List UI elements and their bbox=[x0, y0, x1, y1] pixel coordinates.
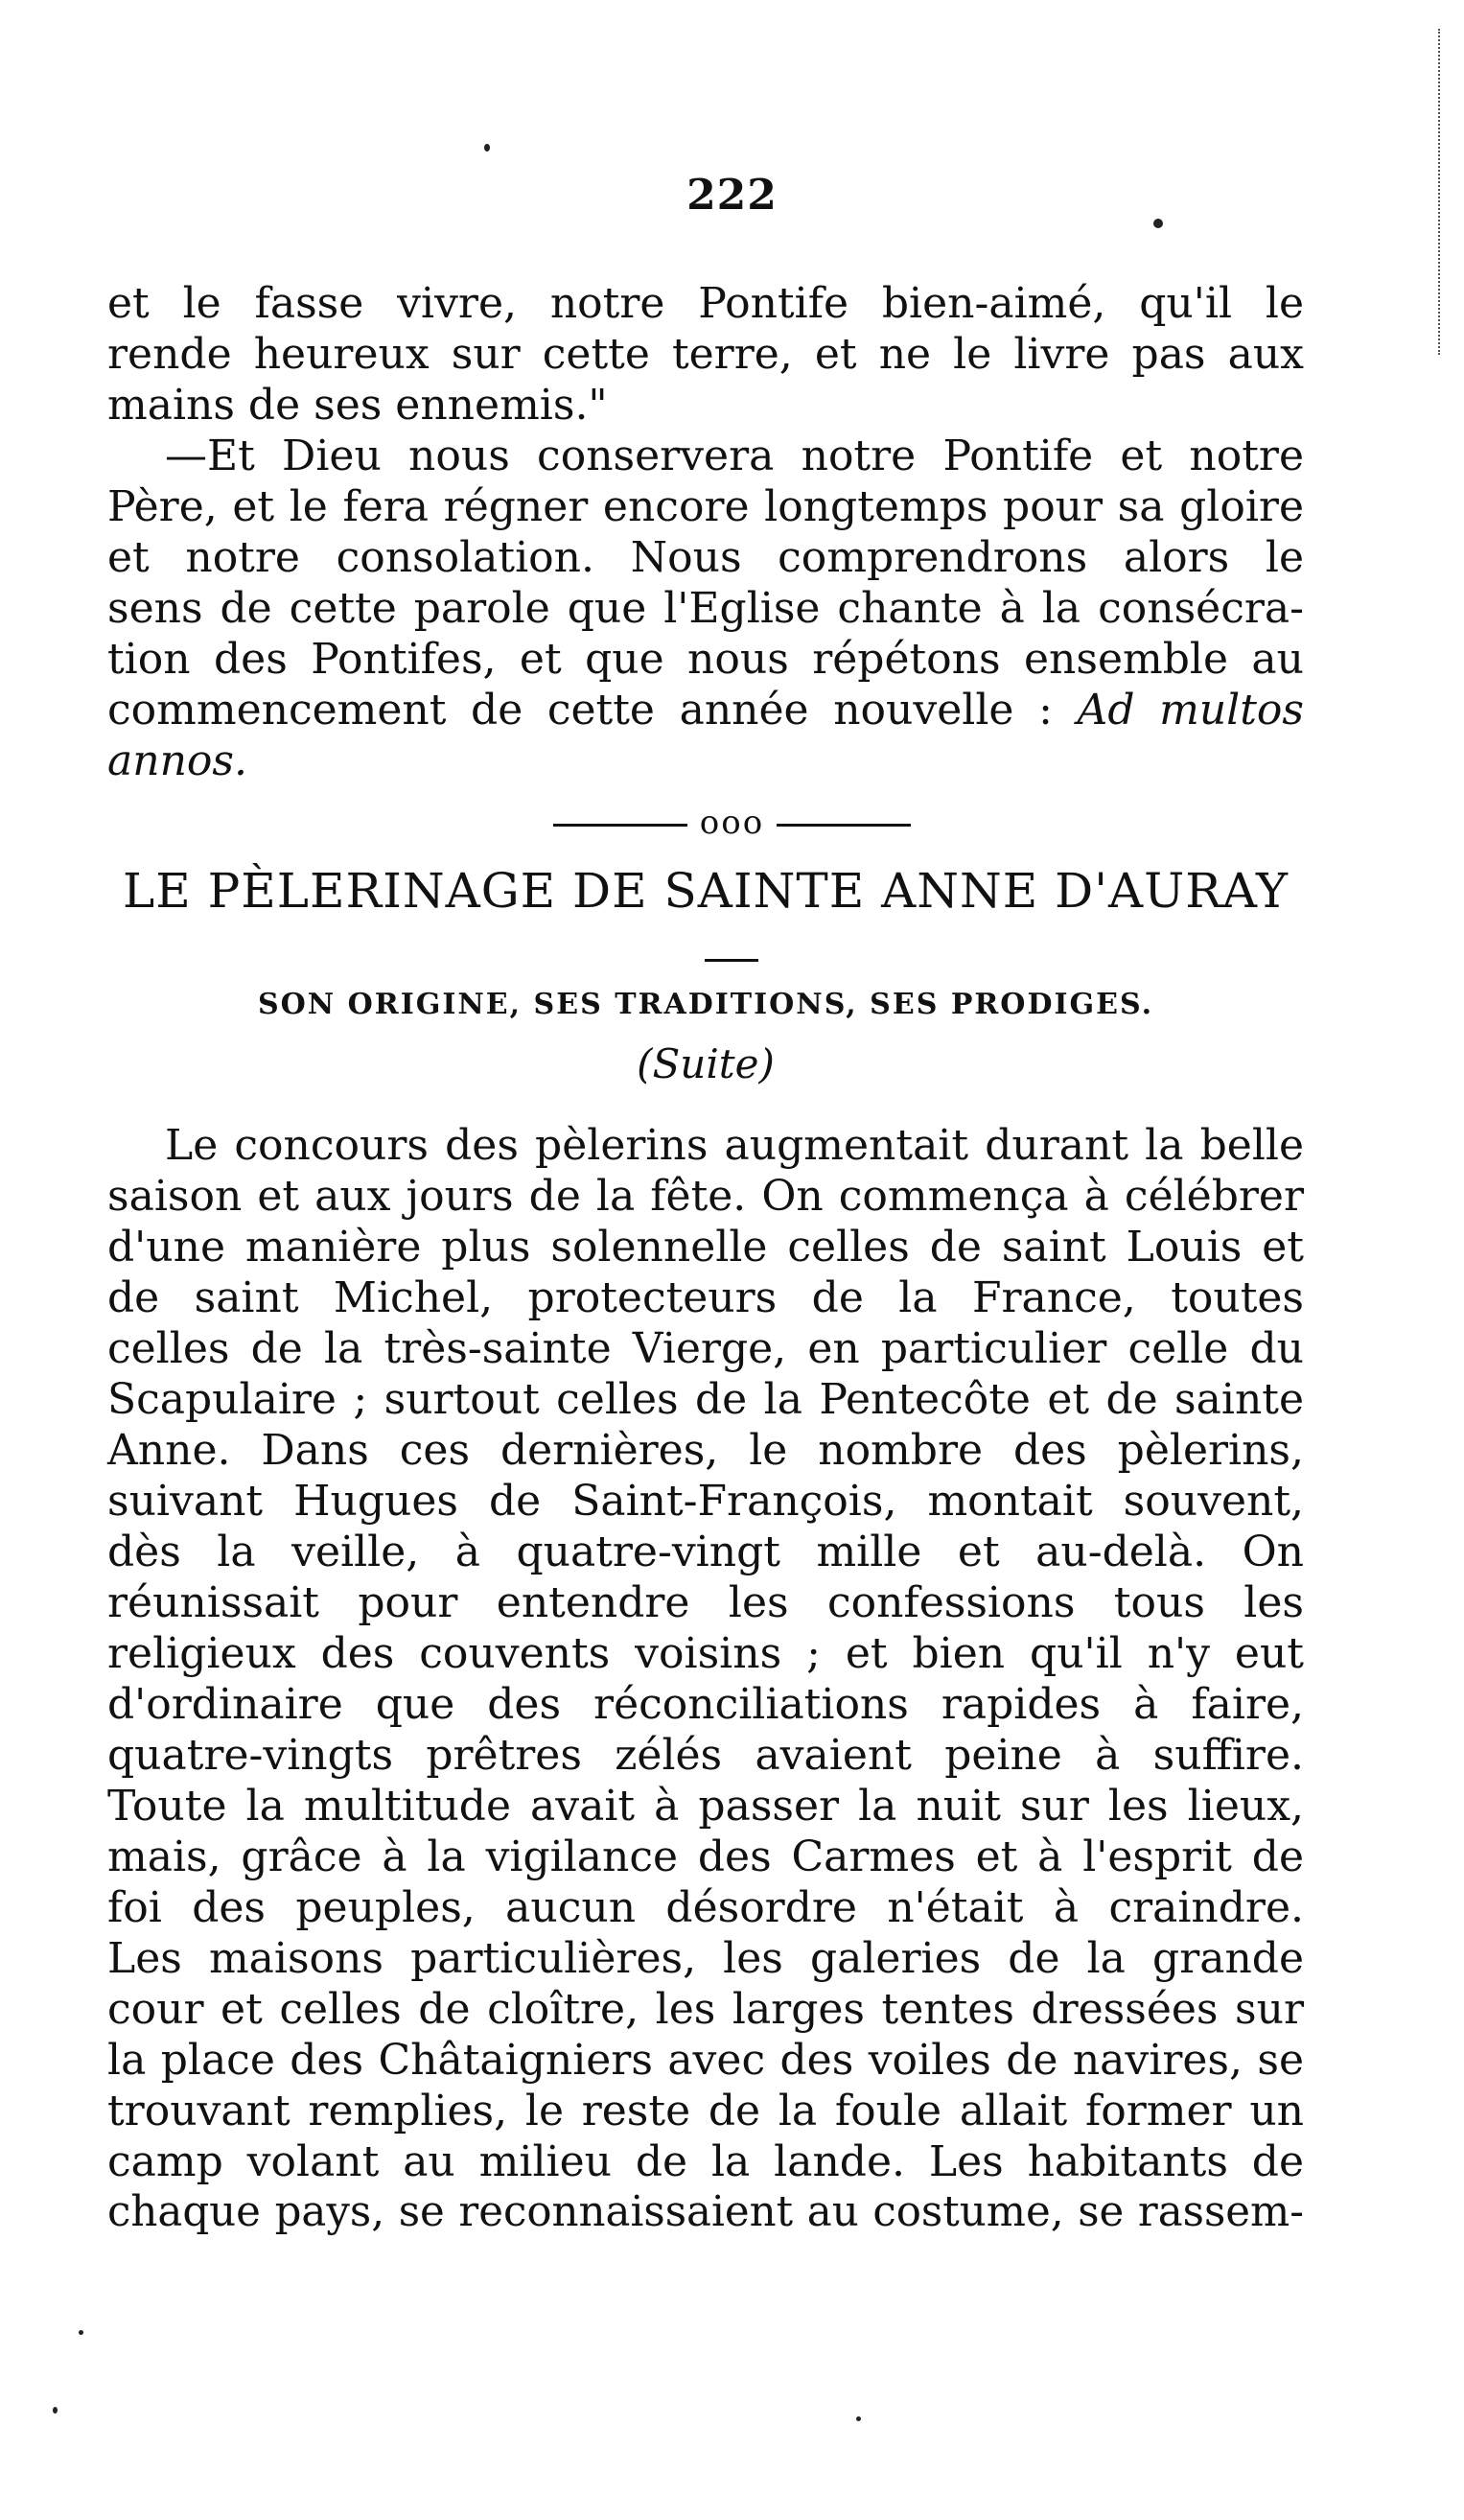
text-line: Anne. Dans ces dernières, le nombre des pèlerins, bbox=[107, 1426, 1304, 1475]
ink-speck bbox=[79, 2330, 83, 2335]
page-number: 222 bbox=[686, 171, 778, 220]
text-line: rende heureux sur cette terre, et ne le livre pas aux bbox=[107, 330, 1304, 379]
text-line: —Et Dieu nous conservera notre Pontife et notre bbox=[165, 432, 1304, 480]
text-line: la place des Châtaigniers avec des voiles de navires, se bbox=[107, 2036, 1304, 2085]
text-line: quatre-vingts prêtres zélés avaient peine à suffire. bbox=[107, 1731, 1304, 1780]
separator-line-left bbox=[553, 824, 687, 827]
text-line: religieux des couvents voisins ; et bien qu'il n'y eut bbox=[107, 1629, 1304, 1678]
article-body bbox=[107, 1120, 1304, 2238]
latin-phrase: annos. bbox=[107, 736, 247, 785]
top-paragraph bbox=[107, 278, 1304, 786]
text-line: foi des peuples, aucun désordre n'était à craindre. bbox=[107, 1883, 1304, 1932]
text-line: chaque pays, se reconnaissaient au costume, se rassem- bbox=[107, 2188, 1304, 2236]
text-line: tion des Pontifes, et que nous répétons ensemble au bbox=[107, 635, 1304, 684]
text-line: Les maisons particulières, les galeries de la grande bbox=[107, 1934, 1304, 1983]
ink-speck bbox=[856, 2416, 861, 2421]
ink-speck bbox=[1153, 219, 1163, 228]
text-fragment: commencement de cette année nouvelle : bbox=[107, 686, 1053, 735]
continuation-text: (Suite) bbox=[637, 1040, 775, 1087]
text-line: camp volant au milieu de la lande. Les habitants de bbox=[107, 2137, 1304, 2186]
text-line-with-latin bbox=[107, 685, 1304, 735]
ink-speck bbox=[53, 2407, 58, 2414]
text-line: d'une manière plus solennelle celles de saint Louis et bbox=[107, 1223, 1304, 1272]
text-line: et notre consolation. Nous comprendrons alors le bbox=[107, 533, 1304, 582]
latin-phrase: Ad multos bbox=[1077, 686, 1304, 735]
section-separator bbox=[0, 804, 1464, 842]
continuation-label bbox=[107, 1040, 1304, 1087]
text-line: et le fasse vivre, notre Pontife bien-aimé, qu'il le bbox=[107, 279, 1304, 328]
text-line: réunissait pour entendre les confessions tous les bbox=[107, 1578, 1304, 1627]
text-line: sens de cette parole que l'Eglise chante à la consécra- bbox=[107, 584, 1304, 633]
text-line: Le concours des pèlerins augmentait durant la belle bbox=[165, 1121, 1304, 1170]
text-line: trouvant remplies, le reste de la foule allait former un bbox=[107, 2087, 1304, 2135]
text-line: Père, et le fera régner encore longtemps pour sa gloire bbox=[107, 482, 1304, 531]
article-title: LE PÈLERINAGE DE SAINTE ANNE D'AURAY bbox=[123, 863, 1289, 919]
text-line: suivant Hugues de Saint-François, montait souvent, bbox=[107, 1477, 1304, 1526]
text-line: cour et celles de cloître, les larges tentes dressées sur bbox=[107, 1985, 1304, 2034]
text-line: de saint Michel, protecteurs de la France, toutes bbox=[107, 1273, 1304, 1322]
text-line: mais, grâce à la vigilance des Carmes et à l'esprit de bbox=[107, 1832, 1304, 1881]
text-line: d'ordinaire que des réconciliations rapides à faire, bbox=[107, 1680, 1304, 1729]
text-line: saison et aux jours de la fête. On commença à célébrer bbox=[107, 1172, 1304, 1221]
separator-line-right bbox=[777, 824, 911, 827]
ink-speck bbox=[484, 144, 490, 152]
text-line: mains de ses ennemis." bbox=[107, 381, 608, 430]
text-line: Toute la multitude avait à passer la nuit sur les lieux, bbox=[107, 1782, 1304, 1831]
article-subtitle: SON ORIGINE, SES TRADITIONS, SES PRODIGES. bbox=[257, 988, 1154, 1021]
text-line: dès la veille, à quatre-vingt mille et au-delà. On bbox=[107, 1528, 1304, 1576]
text-line: celles de la très-sainte Vierge, en particulier celle du bbox=[107, 1324, 1304, 1373]
title-rule bbox=[705, 959, 758, 962]
separator-ornament: ooo bbox=[699, 804, 765, 842]
text-line: Scapulaire ; surtout celles de la Pentecôte et de sainte bbox=[107, 1375, 1304, 1424]
